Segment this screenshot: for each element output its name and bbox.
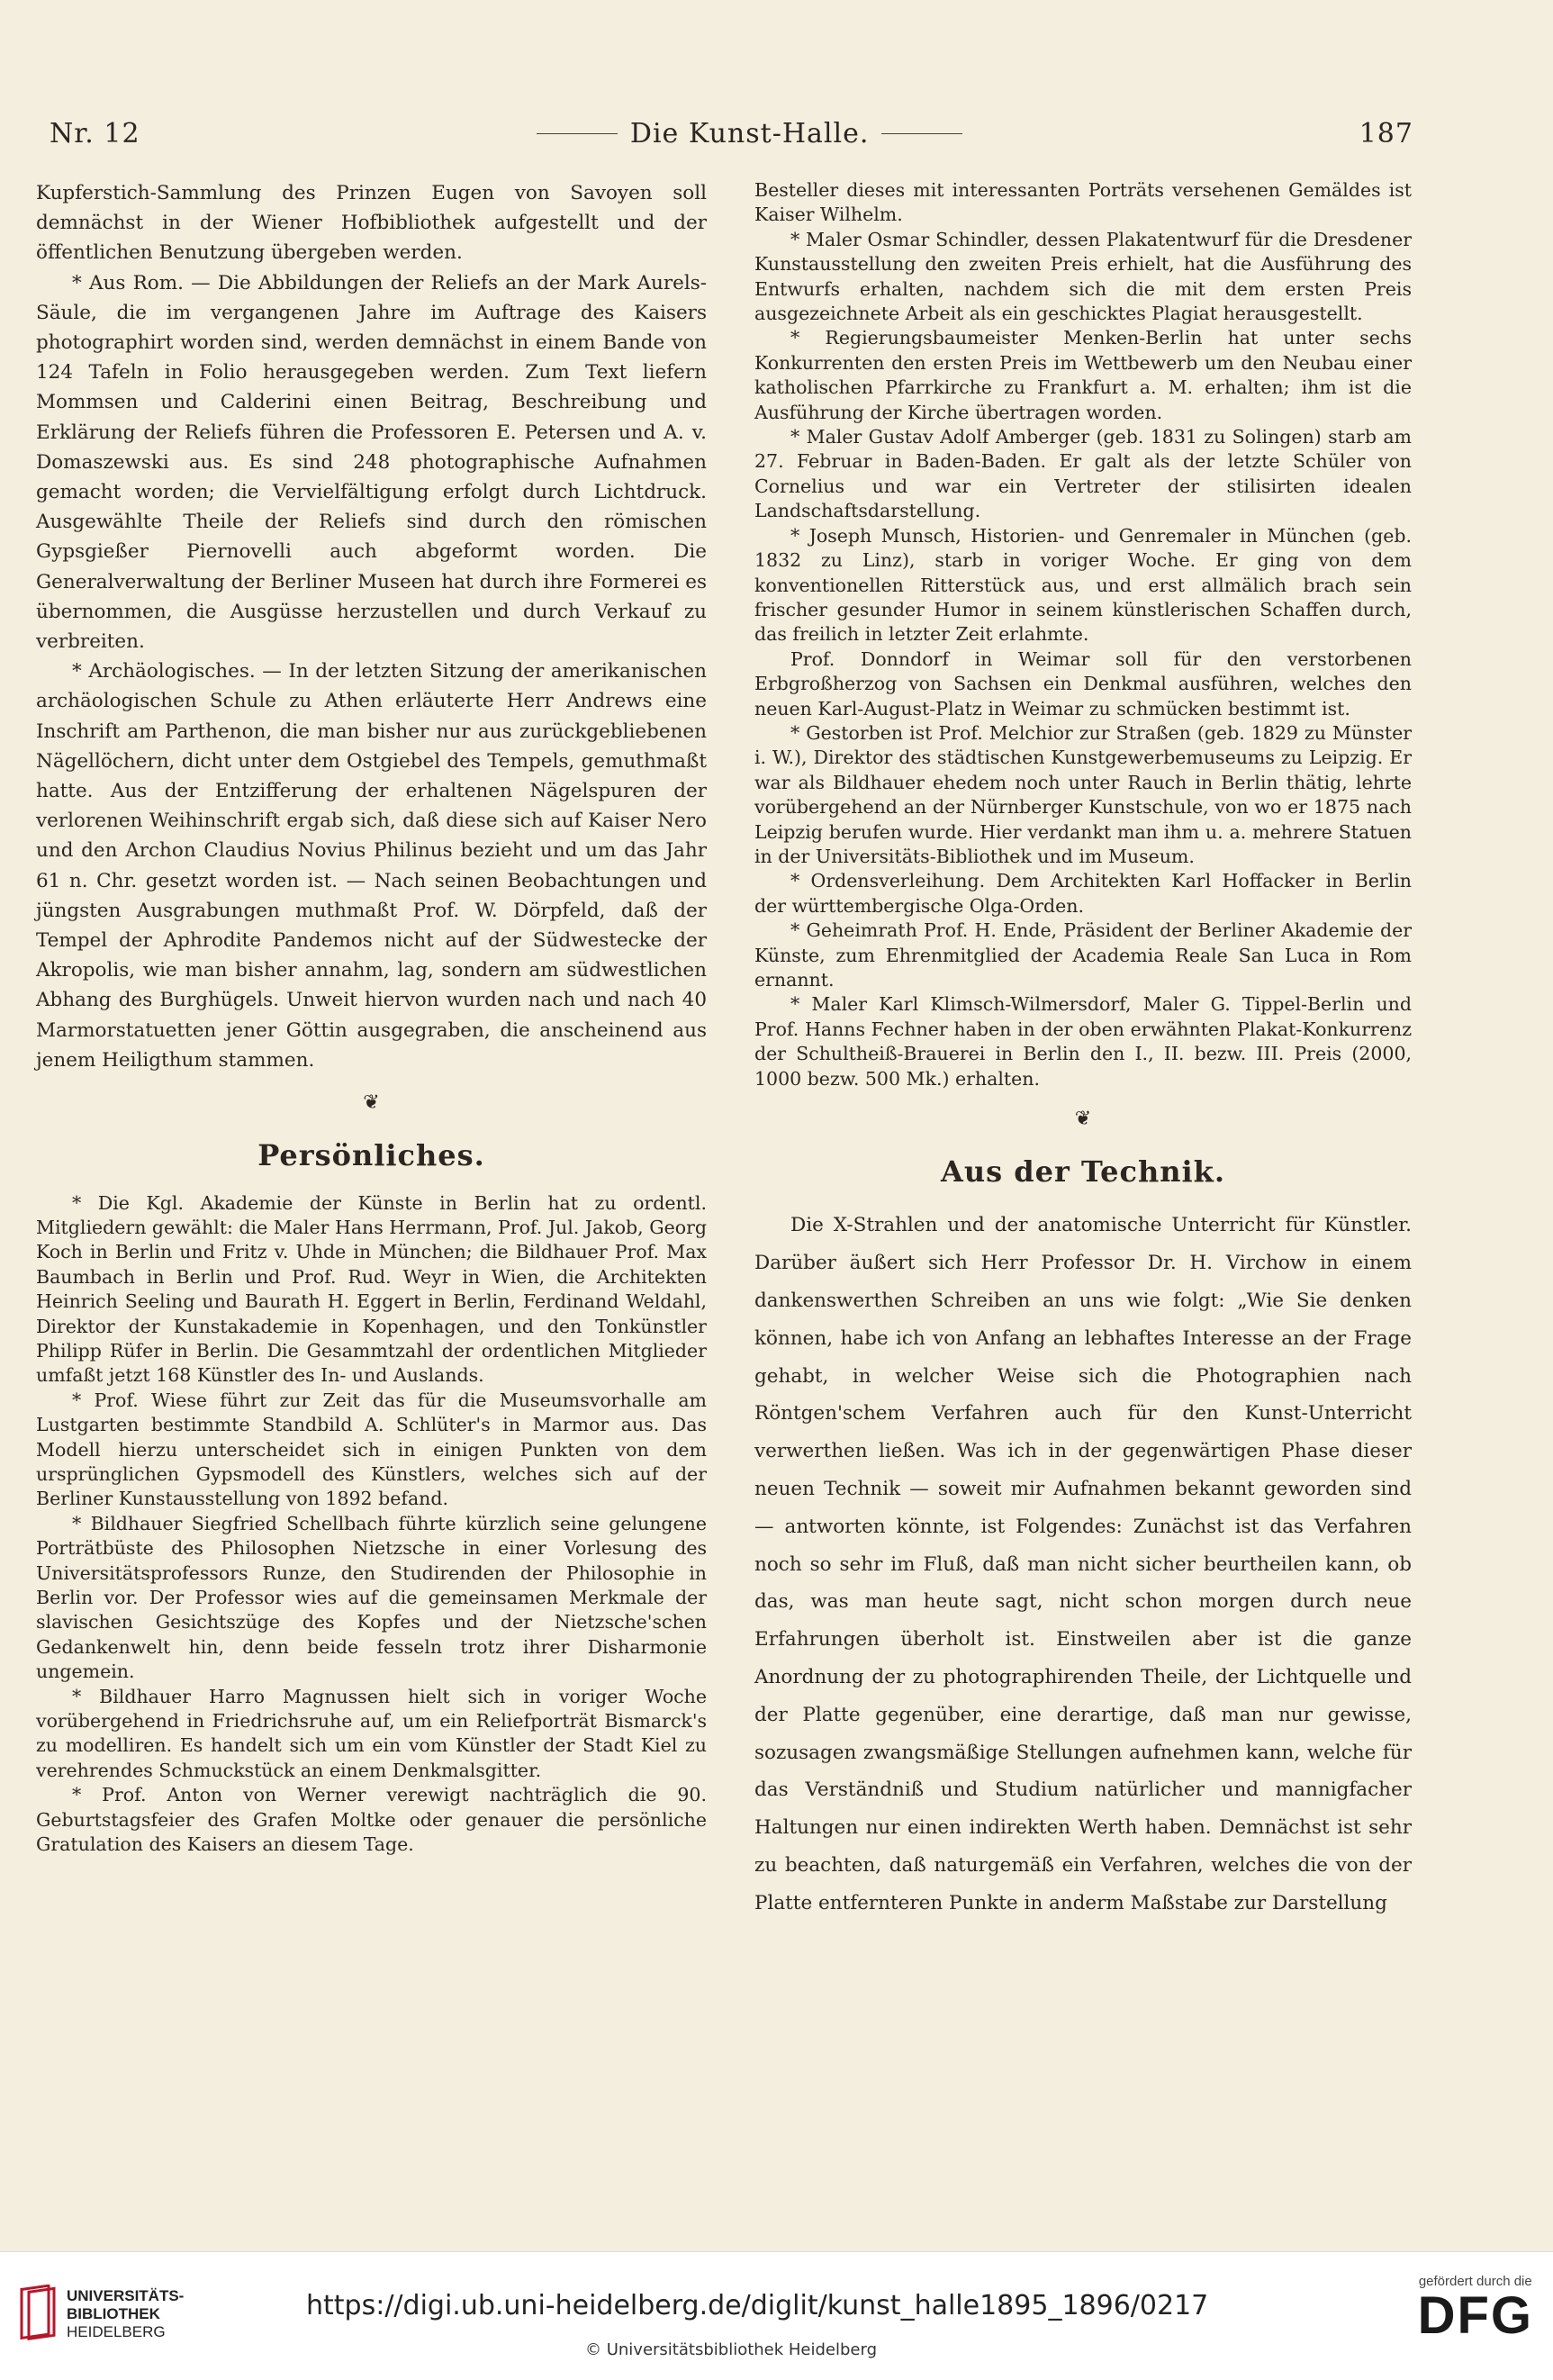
paragraph: * Ordensverleihung. Dem Architekten Karl Hoffacker in Berlin der württembergische Olga-Orden. (754, 870, 1412, 917)
header-rule-left (537, 133, 618, 134)
paragraph: * Aus Rom. — Die Abbildungen der Reliefs an der Mark Aurels-Säule, die im vergangenen Jahre im Auftrage des Kaisers photographirt worden sind, werden demnächst in einem Bande von 124 Tafeln in Folio herausgegeben werden. Zum Text liefern Mommsen und Calderini einen Beitrag, Beschreibung und Erklärung der Reliefs führen die Professoren E. Petersen und A. v. Domaszewski aus. Es sind 248 photographische Aufnahmen gemacht worden; die Vervielfältigung erfolgt durch Lichtdruck. Ausgewählte Theile der Reliefs sind durch den römischen Gypsgießer Piernovelli auch abgeformt worden. Die Generalverwaltung der Berliner Museen hat durch ihre Formerei es übernommen, die Ausgüsse herzustellen und durch Verkauf zu verbreiten. (36, 271, 707, 654)
paragraph: * Bildhauer Harro Magnussen hielt sich in voriger Woche vorübergehend in Friedrichsruhe auf, um ein Reliefporträt Bismarck's zu modelliren. Es handelt sich um ein vom Künstler der Stadt Kiel zu verehrendes Schmuckstück an einem Denkmalsgitter. (36, 1685, 707, 1781)
running-title (537, 118, 962, 149)
left-column (36, 178, 707, 1857)
dfg-caption: gefördert durch die (1418, 2274, 1532, 2289)
logo-line: HEIDELBERG (67, 2323, 166, 2340)
viewer-footer (0, 2251, 1553, 2380)
technik-article (754, 1207, 1412, 1922)
paragraph: * Gestorben ist Prof. Melchior zur Straßen (geb. 1829 zu Münster i. W.), Direktor des städtischen Kunstgewerbemuseums zu Leipzig. Er war als Bildhauer ehedem noch unter Rauch in Berlin thätig, lehrte vorübergehend an der Nürnberger Kunstschule, von wo er 1875 nach Leipzig berufen wurde. Hier verdankt man ihm u. a. mehrere Statuen in der Universitäts-Bibliothek und im Museum. (754, 721, 1412, 867)
section-title-technik: Aus der Technik. (941, 1154, 1225, 1190)
news-items (754, 178, 1412, 1091)
copyright-notice: © Universitätsbibliothek Heidelberg (585, 2340, 878, 2359)
issue-number: Nr. 12 (50, 117, 140, 149)
paragraph: * Geheimrath Prof. H. Ende, Präsident der Berliner Akademie der Künste, zum Ehrenmitglied der Academia Reale San Luca in Rom ernannt. (754, 919, 1412, 991)
paragraph: * Joseph Munsch, Historien- und Genremaler in München (geb. 1832 zu Linz), starb in voriger Woche. Er ging von dem konventionellen Ritterstück aus, und erst allmälich brach sein frischer gesunder Humor in seinem künstlerischen Schaffen durch, das freilich in letzter Zeit erlahmte. (754, 524, 1412, 646)
paragraph: Kupferstich-Sammlung des Prinzen Eugen von Savoyen soll demnächst in der Wiener Hofbibliothek aufgestellt und der öffentlichen Benutzung übergeben werden. (36, 182, 707, 265)
ornament-divider: ❦ (1074, 1108, 1092, 1131)
header-rule-right (881, 133, 962, 134)
paragraph: Prof. Donndorf in Weimar soll für den verstorbenen Erbgroßherzog von Sachsen ein Denkmal ausführen, welches den neuen Karl-August-Platz in Weimar zu schmücken bestimmt ist. (754, 647, 1412, 719)
logo-line: UNIVERSITÄTS- (67, 2287, 185, 2304)
paragraph: * Bildhauer Siegfried Schellbach führte kürzlich seine gelungene Porträtbüste des Philosophen Nietzsche in einer Vorlesung des Universitätsprofessors Runze, den Studirenden der Philosophie in Berlin vor. Der Professor wies auf die gemeinsamen Merkmale der slavischen Gesichtszüge des Kopfes und der Nietzsche'schen Gedankenwelt hin, denn beide fesseln trotz ihrer Disharmonie ungemein. (36, 1512, 707, 1683)
paragraph: * Prof. Wiese führt zur Zeit das für die Museumsvorhalle am Lustgarten bestimmte Standbild A. Schlüter's in Marmor aus. Das Modell hierzu unterscheidet sich in einigen Punkten von dem ursprünglichen Gypsmodell des Künstlers, welches sich auf der Berliner Kunstausstellung von 1892 befand. (36, 1389, 707, 1510)
paragraph: * Prof. Anton von Werner verewigt nachträglich die 90. Geburtstagsfeier des Grafen Moltke oder genauer die persönliche Gratulation des Kaisers an diesem Tage. (36, 1784, 707, 1856)
paragraph: * Maler Osmar Schindler, dessen Plakatentwurf für die Dresdener Kunstausstellung den zweiten Preis erhielt, hat die Ausführung des Entwurfs erhalten, nachdem sich die mit dem ersten Preis ausgezeichnete Arbeit als ein geschicktes Plagiat herausgestellt. (754, 228, 1412, 325)
permalink-url[interactable]: https://digi.ub.uni-heidelberg.de/diglit/kunst_halle1895_1896/0217 (306, 2290, 1209, 2321)
journal-title: Die Kunst-Halle. (629, 117, 870, 149)
page-header (50, 115, 1413, 151)
logo-line: BIBLIOTHEK (67, 2305, 160, 2322)
right-column (754, 178, 1412, 1923)
book-icon (18, 2285, 58, 2344)
dfg-logo[interactable] (1418, 2274, 1533, 2343)
personal-news (36, 1191, 707, 1858)
paragraph: * Maler Gustav Adolf Amberger (geb. 1831 zu Solingen) starb am 27. Februar in Baden-Baden. Er galt als der letzte Schüler von Cornelius und war ein Vertreter der stilisirten idealen Landschaftsdarstellung. (754, 426, 1412, 522)
ornament-divider: ❦ (363, 1091, 380, 1115)
paragraph: * Maler Karl Klimsch-Wilmersdorf, Maler G. Tippel-Berlin und Prof. Hanns Fechner haben in der oben erwähnten Plakat-Konkurrenz der Schultheiß-Brauerei in Berlin den I., II. bezw. III. Preis (2000, 1000 bezw. 500 Mk.) erhalten. (754, 993, 1412, 1090)
paragraph: * Regierungsbaumeister Menken-Berlin hat unter sechs Konkurrenten den ersten Preis im Wettbewerb um den Neubau einer katholischen Pfarrkirche zu Frankfurt a. M. erhalten; ihm ist die Ausführung der Kirche übertragen worden. (754, 327, 1412, 423)
paragraph: Die X-Strahlen und der anatomische Unterricht für Künstler. Darüber äußert sich Herr Professor Dr. H. Virchow in einem dankenswerthen Schreiben an uns wie folgt: „Wie Sie denken können, habe ich von Anfang an lebhaftes Interesse an der Frage gehabt, in welcher Weise sich die Photographien nach Röntgen'schem Verfahren auch für den Kunst-Unterricht verwerthen ließen. Was ich in der gegenwärtigen Phase dieser neuen Technik — soweit mir Aufnahmen bekannt geworden sind — antworten könnte, ist Folgendes: Zunächst ist das Verfahren noch so sehr im Fluß, daß man nicht sicher beurtheilen kann, ob das, was man heute sagt, nicht schon morgen durch neue Erfahrungen überholt ist. Einstweilen aber ist die ganze Anordnung der zu photographirenden Theile, der Lichtquelle und der Platte gegenüber, eine derartige, daß man nur gewisse, sozusagen zwangsmäßige Stellungen aufnehmen kann, welche für das Verständniß und Studium natürlicher und mannigfacher Haltungen nur einen indirekten Werth haben. Demnächst ist sehr zu beachten, daß naturgemäß ein Verfahren, welches die von der Platte entfernteren Punkte in anderm Maßstabe zur Darstellung (754, 1214, 1412, 1914)
paragraph: * Archäologisches. — In der letzten Sitzung der amerikanischen archäologischen Schule zu Athen erläuterte Herr Andrews eine Inschrift am Parthenon, die man bisher nur aus zurückgebliebenen Nägellöchern, dicht unter dem Ostgiebel des Tempels, gemuthmaßt hatte. Aus der Entzifferung der erhaltenen Nägelspuren der verlorenen Weihinschrift ergab sich, daß diese sich auf Kaiser Nero und den Archon Claudius Novius Philinus bezieht und um das Jahr 61 n. Chr. gesetzt worden ist. — Nach seinen Beobachtungen und jüngsten Ausgrabungen muthmaßt Prof. W. Dörpfeld, daß der Tempel der Aphrodite Pandemos nicht auf der Südwestecke der Akropolis, wie man bisher annahm, lag, sondern am südwestlichen Abhang des Burghügels. Unweit hiervon wurden nach und nach 40 Marmorstatuetten jener Göttin ausgegraben, die anscheinend aus jenem Heiligthum stammen. (36, 660, 707, 1072)
page-number: 187 (1359, 117, 1413, 149)
library-logo[interactable] (18, 2285, 184, 2344)
library-name (67, 2287, 184, 2341)
dfg-wordmark: DFG (1417, 2286, 1533, 2345)
section-title-personal: Persönliches. (257, 1138, 485, 1173)
paragraph: Besteller dieses mit interessanten Porträts versehenen Gemäldes ist Kaiser Wilhelm. (754, 179, 1412, 226)
paragraph: * Die Kgl. Akademie der Künste in Berlin hat zu ordentl. Mitgliedern gewählt: die Maler Hans Herrmann, Prof. Jul. Jakob, Georg Koch in Berlin und Fritz v. Uhde in München; die Bildhauer Prof. Max Baumbach in Berlin und Prof. Rud. Weyr in Wien, die Architekten Heinrich Seeling und Baurath H. Eggert in Berlin, Ferdinand Weldahl, Direktor der Kunstakademie in Kopenhagen, und den Tonkünstler Philipp Rüfer in Berlin. Die Gesammtzahl der ordentlichen Mitglieder umfaßt jetzt 168 Künstler des In- und Auslands. (36, 1191, 707, 1387)
